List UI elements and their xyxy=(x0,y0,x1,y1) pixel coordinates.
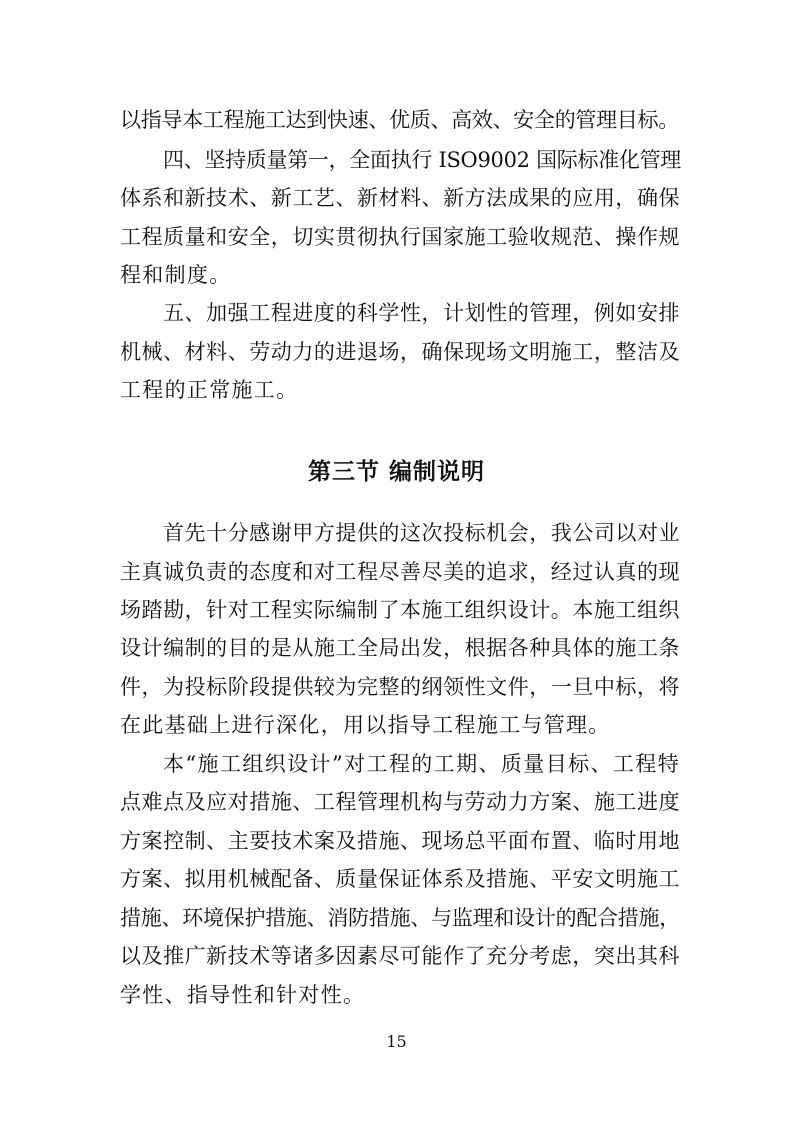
section-heading: 第三节 编制说明 xyxy=(307,459,485,485)
paragraph-line: 场踏勘，针对工程实际编制了本施工组织设计。本施工组织 xyxy=(120,598,680,622)
paragraph-line: 五、加强工程进度的科学性，计划性的管理，例如安排 xyxy=(163,301,680,325)
paragraph-line: 本“施工组织设计”对工程的工期、质量目标、工程特 xyxy=(163,752,680,776)
paragraph-line: 四、坚持质量第一，全面执行 ISO9002 国际标准化管理 xyxy=(163,148,681,172)
paragraph-line: 主真诚负责的态度和对工程尽善尽美的追求，经过认真的现 xyxy=(120,560,680,584)
paragraph-line: 设计编制的目的是从施工全局出发，根据各种具体的施工条 xyxy=(120,636,680,660)
page-number: 15 xyxy=(386,1032,407,1051)
paragraph-line: 点难点及应对措施、工程管理机构与劳动力方案、施工进度 xyxy=(120,790,680,814)
paragraph-line: 首先十分感谢甲方提供的这次投标机会，我公司以对业 xyxy=(163,521,680,545)
paragraph-line: 在此基础上进行深化，用以指导工程施工与管理。 xyxy=(120,713,611,737)
paragraph-line: 方案、拟用机械配备、质量保证体系及措施、平安文明施工 xyxy=(120,867,680,891)
paragraph-line: 工程质量和安全，切实贯彻执行国家施工验收规范、操作规 xyxy=(120,225,680,249)
paragraph-line: 方案控制、主要技术案及措施、现场总平面布置、临时用地 xyxy=(120,829,680,853)
paragraph-line: 机械、材料、劳动力的进退场，确保现场文明施工，整洁及 xyxy=(120,340,680,364)
paragraph-line: 体系和新技术、新工艺、新材料、新方法成果的应用，确保 xyxy=(120,186,680,210)
paragraph-line: 学性、指导性和针对性。 xyxy=(120,983,366,1007)
paragraph-line: 件，为投标阶段提供较为完整的纲领性文件，一旦中标，将 xyxy=(120,675,680,699)
paragraph-line: 以指导本工程施工达到快速、优质、高效、安全的管理目标。 xyxy=(120,108,679,132)
paragraph-line: 措施、环境保护措施、消防措施、与监理和设计的配合措施， xyxy=(120,906,680,930)
paragraph-line: 程和制度。 xyxy=(120,263,232,287)
paragraph-line: 以及推广新技术等诸多因素尽可能作了充分考虑，突出其科 xyxy=(120,944,680,968)
paragraph-line: 工程的正常施工。 xyxy=(120,378,299,402)
